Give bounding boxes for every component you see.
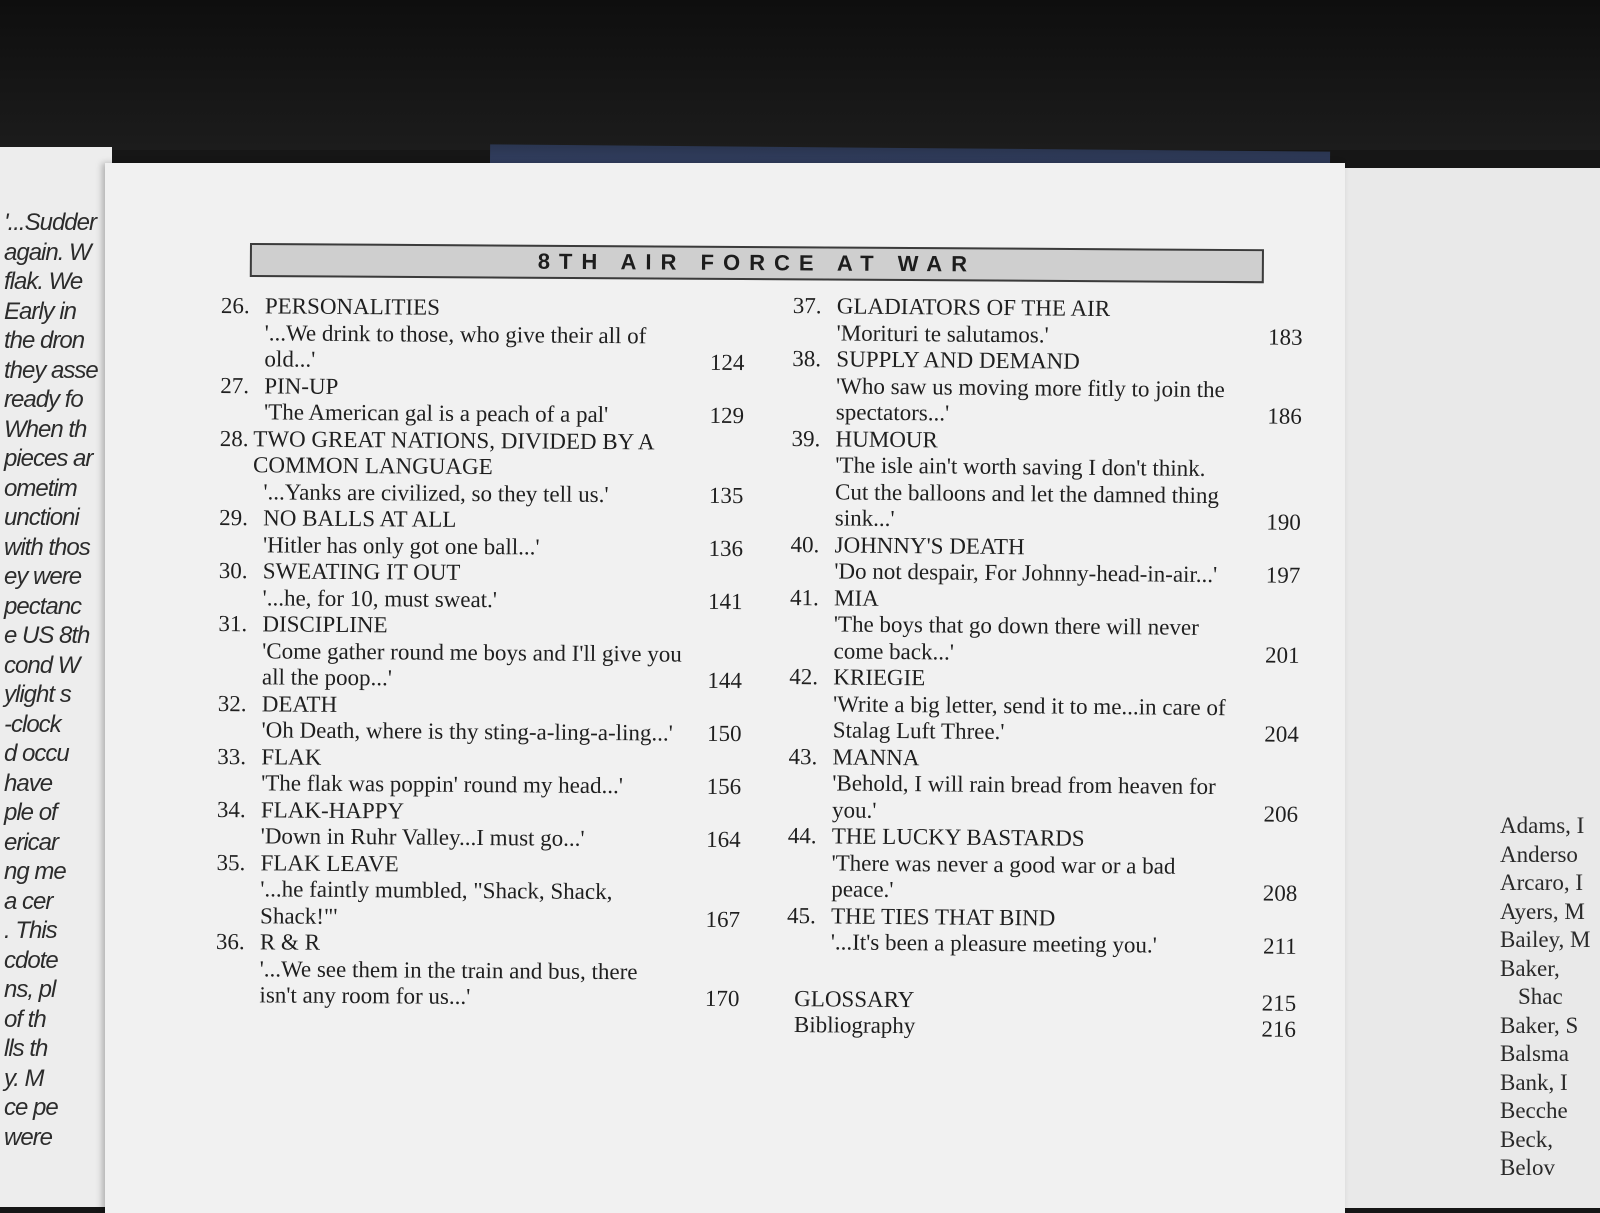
chapter-title: KRIEGIE (833, 664, 926, 691)
page-number: 144 (707, 667, 743, 694)
chapter-title: HUMOUR (835, 425, 938, 452)
index-entry: Anderso (1500, 841, 1578, 867)
toc-entry (220, 372, 744, 429)
chapter-number: 37. (792, 293, 822, 319)
left-page-text-line: flak. We (4, 268, 83, 295)
chapter-number: 42. (789, 663, 819, 690)
page-number: 164 (706, 826, 741, 853)
page-number: 197 (1265, 562, 1301, 588)
chapter-title: TWO GREAT NATIONS, DIVIDED BY A COMMON LANGUAGE (253, 425, 654, 480)
toc-entry (215, 929, 740, 1013)
index-entry: Baker, S (1500, 1012, 1579, 1038)
left-page-text-line: they asse (4, 356, 98, 384)
left-page-text-line: of th (4, 1005, 46, 1033)
chapter-epigraph: '...We drink to those, who give their all of old...' (264, 319, 647, 372)
chapter-number: 30. (218, 557, 248, 584)
chapter-number: 43. (788, 743, 818, 769)
toc-entry (791, 425, 1302, 536)
index-entry: Beck, (1500, 1126, 1554, 1152)
back-matter-item (794, 1012, 1296, 1043)
page-number: 201 (1264, 642, 1300, 668)
chapter-epigraph: 'The isle ain't worth saving I don't think. Cut the balloons and let the damned thing sink...' (834, 452, 1220, 531)
chapter-number: 35. (216, 849, 246, 875)
chapter-epigraph: 'The flak was poppin' round my head...' (261, 770, 624, 799)
chapter-title: DEATH (261, 690, 338, 717)
toc-entry (220, 293, 745, 377)
chapter-title: PIN-UP (264, 372, 339, 399)
page-number: 206 (1263, 801, 1299, 827)
left-page-text-line: '...Sudder (4, 209, 96, 236)
chapter-epigraph: '...Yanks are civilized, so they tell us.' (263, 478, 609, 507)
index-entry: Bailey, M (1500, 927, 1591, 952)
index-entry: Bank, I (1500, 1069, 1568, 1095)
chapter-number: 38. (792, 345, 822, 372)
chapter-title: SWEATING IT OUT (262, 558, 461, 585)
chapter-epigraph: 'Who saw us moving more fitly to join the spectators...' (835, 372, 1225, 426)
toc-column-right (786, 293, 1303, 1043)
page-number: 211 (1262, 933, 1297, 959)
background-shadow (0, 0, 1600, 150)
page-number: 150 (706, 720, 742, 747)
chapter-number: 26. (220, 293, 250, 319)
chapter-number: 36. (215, 928, 245, 955)
page-number: 190 (1266, 509, 1301, 535)
toc-entry (217, 796, 741, 853)
toc-entry (790, 531, 1300, 589)
left-page-text-line: lls th (4, 1035, 48, 1062)
left-page-text-line: -clock (4, 710, 61, 738)
chapter-number: 40. (790, 531, 820, 557)
page-number: 156 (706, 773, 742, 800)
chapter-number: 44. (787, 822, 817, 849)
chapter-title: DISCIPLINE (262, 611, 388, 638)
index-entry: Belov (1500, 1155, 1555, 1180)
page-number: 136 (708, 535, 744, 561)
left-page-text-line: ylight s (4, 681, 71, 708)
chapter-epigraph: 'Oh Death, where is thy sting-a-ling-a-ling...' (261, 717, 673, 746)
left-page-text-line: pieces ar (4, 445, 93, 472)
chapter-number: 32. (217, 690, 247, 716)
left-page-text-line: the dron (4, 327, 85, 354)
chapter-title: GLADIATORS OF THE AIR (836, 293, 1111, 322)
left-page-text-line: ng me (4, 858, 66, 885)
index-entry: Ayers, M (1500, 898, 1585, 924)
chapter-epigraph: 'The American gal is a peach of a pal' (263, 399, 609, 428)
back-matter-label: Bibliography (793, 1012, 916, 1039)
page-number: 204 (1264, 721, 1299, 747)
left-page-text-line: When th (4, 415, 87, 443)
chapter-title: PERSONALITIES (264, 293, 441, 320)
chapter-epigraph: 'Write a big letter, send it to me...in care of Stalag Luft Three.' (832, 690, 1226, 745)
index-entry: Adams, I (1500, 813, 1585, 838)
left-page-text-line: ce pe (4, 1094, 58, 1121)
page-number: 216 (1261, 1016, 1297, 1042)
left-page-text-line: e US 8th (4, 622, 90, 649)
chapter-title: FLAK (261, 743, 322, 770)
chapter-title: FLAK LEAVE (260, 849, 399, 876)
toc-entry (217, 690, 741, 747)
chapter-title: MANNA (832, 743, 920, 770)
toc-entry (789, 664, 1300, 748)
toc-entry (217, 743, 741, 800)
left-page-text-line: ey were (4, 563, 82, 590)
left-page-text-line: were (4, 1123, 53, 1151)
left-page-text-line: ericar (4, 828, 59, 856)
toc-entry (216, 849, 741, 933)
chapter-number: 45. (786, 902, 816, 928)
back-matter (786, 985, 1296, 1043)
left-page-text-line: ns, pl (4, 976, 56, 1003)
left-page-text-line: with thos (4, 533, 90, 561)
page-number: 183 (1267, 324, 1303, 350)
chapter-title: FLAK-HAPPY (260, 796, 405, 823)
chapter-epigraph: '...We see them in the train and bus, there isn't any room for us...' (259, 955, 638, 1009)
left-page-text-line: cdote (4, 946, 58, 974)
toc-entry (218, 611, 743, 695)
chapter-title: R & R (259, 929, 321, 955)
left-page-text-line: cond W (4, 651, 80, 679)
chapter-title: MIA (833, 584, 879, 611)
back-matter-label: GLOSSARY (794, 985, 915, 1012)
right-facing-page (1335, 168, 1600, 1208)
left-page-text-line: ple of (4, 799, 57, 826)
page-number: 135 (708, 482, 744, 508)
index-entry: Becche (1500, 1098, 1568, 1123)
left-page-text-line: ready fo (4, 386, 83, 413)
toc-entry (792, 346, 1303, 430)
toc-column-left (215, 293, 745, 1013)
chapter-number: 34. (216, 796, 246, 822)
page-number: 215 (1261, 990, 1297, 1016)
left-page-text-line: pectanc (4, 592, 82, 620)
left-page-text-line: ometim (4, 474, 77, 502)
chapter-epigraph: 'Down in Ruhr Valley...I must go...' (260, 823, 585, 851)
left-page-text-line: again. W (4, 238, 91, 266)
chapter-epigraph: 'Hitler has only got one ball...' (262, 531, 540, 560)
index-entry: Arcaro, I (1500, 870, 1584, 895)
index-entry: Baker, (1500, 955, 1560, 981)
chapter-epigraph: 'Do not despair, For Johnny-head-in-air...' (834, 558, 1218, 588)
page-number: 129 (709, 402, 745, 429)
chapter-title: NO BALLS AT ALL (263, 505, 457, 532)
toc-entry (792, 293, 1302, 351)
left-facing-page (0, 147, 112, 1207)
chapter-epigraph: 'Behold, I will rain bread from heaven for you.' (831, 770, 1216, 823)
chapter-title: JOHNNY'S DEATH (834, 531, 1025, 559)
chapter-number: 39. (791, 425, 821, 451)
page-number: 167 (705, 906, 741, 932)
chapter-epigraph: 'There was never a good war or a bad peace.' (831, 849, 1176, 902)
chapter-title: THE LUCKY BASTARDS (831, 823, 1085, 851)
chapter-number: 31. (218, 610, 248, 637)
chapter-epigraph: '...he faintly mumbled, "Shack, Shack, Shack!"' (260, 876, 613, 929)
left-page-text-line: y. M (4, 1064, 44, 1092)
chapter-title: THE TIES THAT BIND (830, 902, 1056, 931)
chapter-epigraph: '...he, for 10, must sweat.' (262, 584, 498, 612)
toc-entry (788, 743, 1299, 827)
index-entry: Balsma (1500, 1041, 1569, 1066)
toc-entry (787, 823, 1298, 907)
chapter-number: 33. (217, 743, 247, 769)
left-page-text-line: d occu (4, 740, 69, 767)
chapter-number: 29. (219, 504, 249, 531)
chapter-epigraph: 'The boys that go down there will never come back...' (833, 611, 1199, 665)
page-number: 208 (1262, 880, 1298, 906)
toc-entry (219, 558, 743, 615)
page-number: 141 (707, 588, 743, 614)
page-number: 170 (704, 985, 740, 1012)
left-page-text-line: Early in (4, 297, 77, 325)
chapter-number: 28. (219, 425, 249, 451)
left-page-text-line: unctioni (4, 504, 79, 531)
chapter-number: 41. (789, 584, 819, 610)
page-number: 186 (1267, 403, 1302, 429)
chapter-title: SUPPLY AND DEMAND (836, 346, 1080, 374)
toc-entry (219, 425, 744, 509)
page-number: 124 (709, 349, 745, 376)
running-header (250, 243, 1264, 283)
left-page-text-line: . This (4, 917, 57, 944)
chapter-epigraph: 'Come gather round me boys and I'll give you all the poop...' (261, 637, 682, 691)
left-page-text-line: have (4, 769, 53, 797)
toc-entry (789, 584, 1300, 668)
contents-page (105, 163, 1345, 1213)
toc-entry (787, 902, 1297, 960)
chapter-epigraph: '...It's been a pleasure meeting you.' (830, 929, 1157, 958)
header-title: 8TH AIR FORCE AT WAR (537, 248, 977, 277)
left-page-text-line: a cer (4, 887, 53, 915)
chapter-epigraph: 'Morituri te salutamos.' (836, 319, 1049, 347)
toc-entry (219, 505, 743, 562)
chapter-number: 27. (220, 372, 250, 398)
index-entry: Shac (1518, 984, 1563, 1009)
